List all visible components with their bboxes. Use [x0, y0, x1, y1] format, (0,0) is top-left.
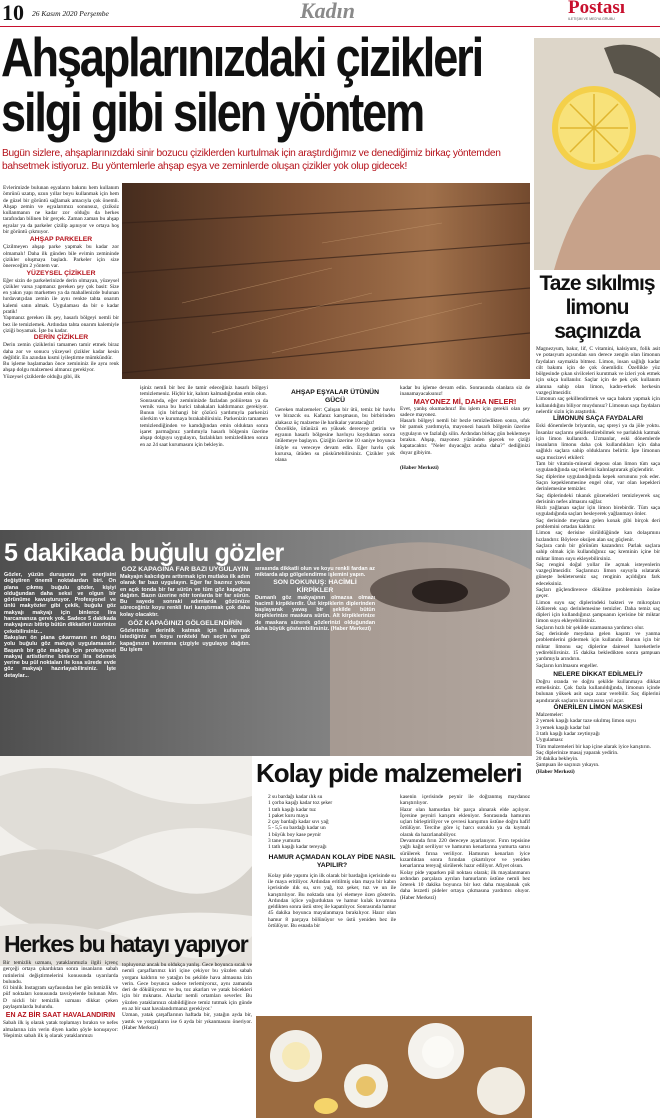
article2-golge-text: Gözlerinize derinlik katmak için kullanmak istediğiniz en koyu renkteki farı seçin ve göz kapağınızın kıvrımına çizgiyle uygulayıp dağıtın. Bu işlem — [120, 628, 250, 653]
article2-far-text: Makyajın kalıcılığını arttırmak için mutlaka ilk adım olarak far bazı uygulayın. Eğer far bazınız yoksa en açık tonda bir far sürün ve tüm göz kapağına dağıtın. Bazın üzerine nötr tonlarda bir far sürün. Bu sayede sonraki adımlarda gözünüze süreceğiniz koyu renkli fari karıştırmak çok daha kolay olacaktır. — [120, 574, 250, 618]
article2-col1 — [4, 572, 116, 754]
article1-col3 — [275, 385, 395, 500]
article2-col3 — [255, 566, 375, 756]
issue-date: 26 Kasım 2020 Perşembe — [32, 9, 109, 18]
section-name: Kadın — [300, 0, 356, 22]
subhead-pide-nasil: HAMUR AÇMADAN KOLAY PİDE NASIL YAPILIR? — [268, 853, 396, 869]
article4-col2: kasenin içerisinde peynir ile doğranmış maydanoz karıştırılıyor. Hazır olan hamurdan bir parça alınarak elde açılıyor. İçersine peyniri karışım ekleniyor. Sonrasında hamurun uçları birleştiriliyor ve çevresi karışımın üstüne doğru hafif örtülüyor. Tercihe göre iç harcı sucuklu ya da kıymalı olarak da hazırlanabiliyor. Devamında fırın 220 dereceye ayarlanıyor. Fırın tepsisine yağlı kağıt seriliyor ve hamurun kenarlarına yumurta sarısı sürülerek fırına veriliyor. Hamurun kenarları iyice kızardıktan sonra fırından çıkartılıyor ve yeniden kenarlarına tereyağ sürülerek hazır ediliyor. Afiyet olsun. Kolay pide yaparken pül noktası olarak; ilk mayalanmanın ardından parçalara ayrılan hamurların üstüne nemli bez örterek 10 dakika boyunca bir kez daha mayalanak çok daha lezzetli pideler ortaya çıkmasına yardımcı oluyor. (Haber Merkezi) — [400, 794, 530, 901]
article5-col1 — [3, 960, 118, 1118]
article3-dikkat-text: Doğru oranda ve doğru şekilde kullanmaya dikkat etmelisiniz. Çok fazla kullanıldığında, limonun içinde bulunan yüksek asit saça zarar verebilir. Saç diplerini aşındırarak saçların kurumasına yol açar. — [536, 678, 660, 704]
subhead-far-bazi: GÖZ KAPAĞINA FAR BAZI UYGULAYIN — [121, 566, 249, 573]
pide-ingredients-photo — [256, 1016, 532, 1118]
headline-limon-line-3: saçınızda — [554, 320, 640, 343]
lead-paragraph: Bugün sizlere, ahşaplarınızdaki sinir bozucu çiziklerden kurtulmak için araştırdığımız ve denediğimiz birkaç yöntemden bahsetmek istiyoruz. Bu yöntemlerle ahşap eşya ve zeminlerde oluşan çizikler yok olup gidecek! — [2, 148, 501, 172]
article5-intro: Bir temizlik uzmanı, yataklarımızla ilgili içrenç gerçeği ortaya çıkardıktan sonra insanların sabah rutinlerini değiştirmelerini konusunda uyarılarda bulundu. 61 binlik Instagram sayfasından her gün temizlik ve püf noktaları konusunda tavsiyelerde bulunan Mrs. D nickli bir temizlik uzmanı dikkat çeken paylaşımlarda bulundu. — [3, 960, 118, 1011]
subhead-havalandirin: EN AZ BİR SAAT HAVALANDIRIN — [5, 1012, 116, 1020]
headline-limon-line-1: Taze sıkılmış — [539, 272, 655, 295]
article2-intro: Gözler, yüzün duruşunu ve enerjisini değiştiren önemli noktalardan biri. On plana çıkmış buğulu gözler, kişiyi olduğundan daha seksi ve olgun bir görünüme kavuşturuyor. Profesyonel ve ünlü makyözler gibi çekik, buğulu göz makyajı makyajı için binlerce lira harcamanıza gerek yok. Sadece 5 dakikada makyajınızı bitirip bütün dikkatleri üzerinize çekebilirsiniz... Bakışları ön plana çıkarmanın en doğru yolu buğulu göz makyajı uygulamasıdır. Başarılı bir göz makyajı için profesyonel makyaj artistlerine binlerce lira ödemek yerine bu pül noktaları ile kısa sürede evde göz makyajı hazırlayabilirsiniz. İşte detaylar... — [4, 572, 116, 679]
article1-col4 — [400, 385, 530, 500]
article1-utu-text: Gereken malzemeler: Çalışan bir ütü, temiz bir havlu ve birazcık su. Kafanız karışmasın, bu birbirinden alakasız üç malzeme ile harikalar yaratacağız! Öncelikle, ütünüzü en yüksek dereceye getirin ve eşyanın hasarlı bölgesine havluyu koyduktan sonra ütülemeye başlayın. Çiziğin üzerine 10 saniye boyunca ütüyle su vereceye devam edin. Eğer havlu çok kurursa, ütüden su püskürtebilirsiniz. Çizikler yok olana — [275, 407, 395, 464]
wood-floor-photo — [122, 183, 530, 379]
article5-col1-end: Sabah ilk iş olarak yatak toplamayı bırakın ve nefes almalarına izin verin diyen kadın şöyle konuşuyor: 'Hepimiz sabah ilk iş olarak yataklarımızı — [3, 1020, 118, 1039]
article1-col1 — [3, 185, 119, 553]
subhead-utu: AHŞAP EŞYALAR ÜTÜNÜN GÜCÜ — [291, 389, 379, 404]
lemon-photo — [534, 38, 660, 270]
headline-bugulu-gozler: 5 dakikada buğulu gözler — [4, 539, 284, 567]
article1-yuzeysel-text: Eğer sizin de parkelerinizde derin olmayan, yüzeysel çizikler varsa yapmanız gereken şey çok basit: Size en yakın yapı marketten ya da mahallenizde bulunan hırdavatçıdan zemin ile aynı renkte tahta onarım kalemi satın almak. Uygulaması da bir o kadar pratik! Yapmanız gereken ilk şey, hasarlı bölgeyi nemli bir bez ile temizlemek. Ardından tahta onarım kalemiyle çiziği boyamak. İşte bu kadar. — [3, 277, 119, 334]
headline-herkes: Herkes bu hatayı yapıyor — [4, 931, 248, 957]
article3-column — [536, 346, 660, 1118]
article3-credit: (Haber Merkezi) — [536, 768, 575, 775]
article1-col2: işiniz nemli bir bez ile tamir edeceğiniz hasarlı bölgeyi temizlemeniz. Hiçbir kir, kalıntı kalmadığından emin olun. Sonrasında, eğer zemininizde fazladan poliüretan ya da vernik varsa bu hurici tabakaları kaldırmanız gerekiyor. Bunun için birhangi bir çözücü yardımıyla parkenizi silerkim ve kurumaya bırakabilirsiniz. Parkenizin tamamen temizlendiğinden ve kamdığından emin olduktan sonra işaret parmağınız yardımıyla hasarlı bölgenin üzerine ahşap dolguyu uygulayın, fazlalıkları temizledikten sonra en az 24 saat kurumasını için bekleyin. — [140, 385, 268, 448]
subhead-limonun-faydalari: LİMONUN SAÇA FAYDALARI — [553, 415, 643, 423]
subhead-son-dokunus: SON DOKUNUŞ: HACİMLİ KİRPİKLER — [273, 578, 357, 594]
article2-kirpik-text: Dumanlı göz makyajının olmazsa olmazı hacimli kirpiklerdir. Üst kirpiklerin diplerinden başlayarak yavaş bir şekilde bütün kirpiklerinize maskara sürün. Alt kirpiklerinize de maskara sürerek gözlerinizi olduğundan daha büyük gösterebilirsiniz. (Haber Merkezi) — [255, 594, 375, 633]
article1-col4-intro: kadar bu işleme devam edin. Sonrasında olanlara siz de inanamayacaksınız! — [400, 385, 530, 398]
headline-line-2: silgi gibi silen yöntem — [1, 81, 424, 143]
subhead-limon-maskesi: ÖNERİLEN LİMON MASKESİ — [553, 704, 643, 712]
subhead-ahsap-parkeler: AHŞAP PARKELER — [29, 236, 93, 244]
logo-text: Postası — [568, 0, 625, 18]
headline-ahsap — [1, 28, 534, 148]
section-rule — [0, 26, 660, 27]
article5-col2: topluyoruz ancak bu oldukça yanlış. Gece boyunca sıcak ve nemli çarşaflarımız kiri içine çekiyor bu yüzden sabah yorganı kaldırın ve yatağın bu şekilde hava almasına izin verin. Gece boyunca sadece terlemiyoruz, aynı zamanda deri de dökülüyoruz ve bu, toz akarları ve yatak böcekleri için bir mıknatıs. Akarlar nemli ortamları severler. Bu yüzden yataklarınızı olabildiğince temiz tutmak için günde en az bir saat havalandırmanız gerekiyor.' Uzman, yatak çarşaflarının haftada bir, yatağın ayda bir, yastık ve yorganların ise 6 ayda bir yıkanmasını öneriyor. (Haber Merkezi) — [122, 962, 252, 1031]
headline-pide: Kolay pide malzemeleri — [256, 758, 522, 788]
article1-credit: (Haber Merkezi) — [400, 464, 439, 471]
article3-maske-text: Malzemeler: 2 yemek kaşığı kadar taze sıkılmış limon suyu 3 yemek kaşığı kadar bal 3 tatlı kaşığı kadar zeytinyağı Uygulaması: Tüm malzemeleri bir kap içine alarak iyice karıştırın. Saç diplerinize masaj yaparak yedirin. 20 dakika bekleyin. Şampuan ile saçınızı yıkayın. — [536, 712, 651, 769]
article1-mayonez-text: Evet, yanlış okumadınız! Bu işlem için gerekli olan şey sadece mayonez. Hasarlı bölgeyi nemli bir bezle temizledikten sonra, ufak bir pamuk yardımıyla, mayonezi hasarlı bölgenin üzerine uygulayın ve fazlalığı silin. Ardından birkaç gün beklemeye bırakın. Ahşap, mayonez yüzünden şişecek ve çiziği kapatacaktır. "Neler duyacağız acaba daha?" dediğinizi duyar gibiyim. — [400, 405, 530, 456]
logo — [560, 0, 660, 24]
article1-intro: Evlerimizde bulunan eşyaların bakımı hem kullanım ömrünü uzatıp, uzun yıllar boyu kullanmak için hem de güzel bir görüntü sağlamak amacıyla çok önemli. Ahşap zemin ve eşyalarımızı sonunsuz, çiziksiz kullanmanın ne kadar zor olduğu da herkes tarafından bilinen bir gerçek. Zaman zaman bu ahşap eşyalar ya da parkeler çizilip aşınıyor ve ortaya hoş bir görüntü çıkmıyor. — [3, 185, 119, 236]
headline-line-1: Ahşaplarınızdaki çizikleri — [1, 28, 482, 88]
subhead-derin: DERİN ÇİZİKLER — [33, 334, 89, 342]
article2-col2 — [120, 566, 250, 756]
headline-limon-line-2: limonu — [565, 296, 629, 319]
subhead-dikkat: NELERE DİKKAT EDİLMELİ? — [553, 670, 643, 678]
article3-body: Eski dönemlerde briyantin, saç spreyi ya da jöle yoktu. İnsanlar saçlarını şekillendirebilmek ve parlaklık katmak için limon kullanırdı. Uzmanlar, eski dönemlerde insanların limonu daha çok kullandıkları için daha sağlıklı saçlara sahip olduklarını belirtir. İşte limonun saça mucizevi etkileri: Tam bir vitamin-mineral deposu olan limon tüm saça uygulandığında saç tellerini kalınlaştırarak güçlendirir. Saç diplerine uygulandığında kepek sorununu yok eder. Saçın kepeklenmesine engel olur, var olan kepekleri derinlemesine temizler. Saç diplerindeki tıkanık gözenekleri temizleyerek saç derisinin nefes almasını sağlar. Hızlı yağlanan saçlar için limon birebirdir. Tüm saça uyguladığında saçları besleyerek yağlanmayı önler. Saç derisinde meydana gelen konak gibi birçok deri problemini ortadan kaldırır. Limon saç derisine sürüldüğünde kan dolaşımını hızlandırır. Böylece oksijen alan saç güçlenir. Saçlara canlı bir görünüm kazandırır. Parlak saçlara sahip olmak için kullandığınız saç kreminin içine bir miktar limon suyu ekleyebilirsiniz. Saç rengini doğal yollar ile açmak isteyenlerin vazgeçilmezidir. Saçlarınızı limon suyuyla ıslatarak güneşte bekleterseniz saç renginin açıldığını fark edeceksiniz. Saçları güçlendirerece dökülme probleminin önüne geçer. Limon suyu saç diplerindeki bakteri ve mikropları öldürerek saçı derinlemesine temizler. Daha temiz saç dipleri için kullandığınız şampuanın içerisine bir miktar limon suyu ekleyebilirsiniz. Saçların hızlı bir şekilde uzamasına yardımcı olur. Saç derisinde meydana gelen kaşıntı ve yanma problemlerini gidermek için kullanılır. Bunun için bir miktar limonu saç diplerine dairesel hareketlerle yedirebilirsiniz. 15 dakika bekledikten sonra şampuan yardımıyla arındırın. Saçların kırılmasını engeller. — [536, 423, 660, 669]
page-number: 10 — [2, 1, 24, 25]
logo-subtitle: İLETİŞİM VE MEDYA GRUBU — [568, 17, 615, 21]
pide-ingredients: 2 su bardağı kadar ılık su 1 çorba kaşığı kadar toz şeker 1 tatlı kaşığı kadar tuz 1 paket kuru maya 2 çay bardağı kadar sıvı yağ 5 - 5,5 su bardağı kadar un 1 büyük boy kase peynir 3 tane yumurta 1 tatlı kaşığı kadar tereyağı — [268, 794, 333, 851]
article2-col3-intro: sırasında dikkatli olun ve koyu renkli fardan az miktarda alıp gölgelendirme işlemini yapın. — [255, 566, 375, 579]
article4-col1 — [268, 794, 396, 1014]
pide-recipe-text: Kolay pide yapımı için ilk olarak bir bardağın içerisinde su ile maya eritiliyor. Ardından eritilmiş olan maya bir kabın içerisinde ılık su, sıvı yağ, toz şeker, tuz ve un ile karıştırılıyor. Bu noktada unu iyi elemeye özen gösterin. Ardından içlice yoğurduktan ve hamur kulak kıvamına geldikten sonra üstü streç ile kapatılıyor. Sonrasında hamur 45 dakika boyunca mayalanmaya bırakılıyor. Hazır olan hamur 8 parçaya bölünüyor ve üstü yeniden bez ile örtülüyor. Bu esnada bir — [268, 872, 396, 930]
subhead-yuzeysel: YÜZEYSEL ÇİZİKLER — [26, 269, 96, 277]
article1-parke-text: Çizilmeyen ahşap parke yapmak bu kadar zor olmamalı! Daha ilk günden bile evimin zemininde çizikler oluşmaya başladı. Parkeler için size önereceğim 2 yöntem var. — [3, 244, 119, 270]
subhead-mayonez: MAYONEZ Mİ, DAHA NELER! — [413, 396, 517, 406]
headline-limon — [534, 272, 660, 344]
subhead-golgelendirin: GÖZ KAPAĞINIZI GÖLGELENDİRİN — [128, 620, 242, 628]
article1-derin-text: Derin zemin çiziklerini tamamen tamir etmek biraz daha zor ve sonucu yüzeysel çizikler kadar kesin değildir. En azından kısmi iyileştirme mümkündür. Bu işleme başlamadan önce zemininiz ile aynı renk ahşap dolgu malzemesi almanız gerekiyor. Yüzeysel çiziklerde olduğu gibi, ilk — [3, 342, 119, 380]
article3-intro: Magnezyum, bakır, lif, C vitamini, kalsiyum, folik asit ve potasyum açısından son derece zengin olan limonun faydaları saymakla bitmez. Limon, insan sağlığı kadar cilt bakımı için de çok önemlidir. Özellikle yüz bölgesinde çıkan sivilceleri kurutmak ve izleri yok etmek için sıkça kullanılır. Saçlar için de pek çok kullanım alanına sahip olan limon, kadın-erkek herkesin vazgeçilmezidir. Limonun saç şekillendirmek ve saça bakım yapmak için kullanıldığını biliyor muydunuz? Limonun saça faydaları nelerdir sizin için araştırdık. — [536, 346, 660, 415]
